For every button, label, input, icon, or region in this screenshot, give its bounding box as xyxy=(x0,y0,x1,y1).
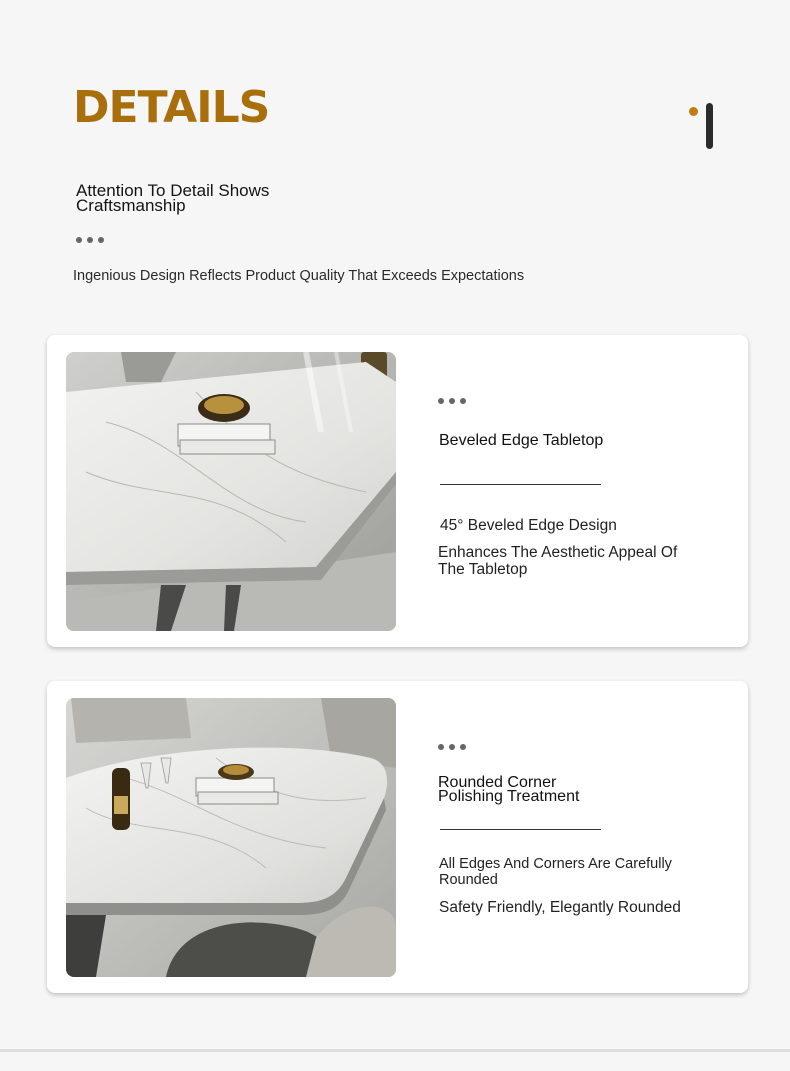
card-feature-line-1: All Edges And Corners Are Carefully xyxy=(439,856,672,872)
ellipsis-dots-icon xyxy=(438,744,466,750)
card-feature-line-2: Rounded xyxy=(439,872,498,888)
card-description-line-2: The Tabletop xyxy=(438,561,528,578)
subtitle-line-1: Attention To Detail Shows xyxy=(76,181,270,200)
feature-card-rounded-corner xyxy=(47,681,748,993)
ellipsis-dots-icon xyxy=(438,398,466,404)
card-title: Beveled Edge Tabletop xyxy=(439,432,604,449)
card-divider xyxy=(440,484,601,485)
subtitle-line-2: Craftsmanship xyxy=(76,196,186,215)
accent-dot-icon xyxy=(689,107,698,116)
rounded-corner-table-photo xyxy=(66,698,396,977)
card-description: Safety Friendly, Elegantly Rounded xyxy=(439,899,681,916)
bottom-divider xyxy=(0,1049,790,1052)
ellipsis-dots-icon xyxy=(76,237,104,243)
card-feature-text xyxy=(439,856,672,888)
card-description xyxy=(438,544,677,578)
card-title-line-2: Polishing Treatment xyxy=(438,788,580,805)
feature-card-beveled-edge xyxy=(47,335,748,647)
card-divider xyxy=(440,829,601,830)
card-title-line-1: Rounded Corner xyxy=(438,774,557,791)
beveled-edge-tabletop-photo xyxy=(66,352,396,631)
decorative-mark xyxy=(689,103,719,151)
card-title xyxy=(438,776,579,804)
tagline: Ingenious Design Reflects Product Quality That Exceeds Expectations xyxy=(73,268,525,284)
accent-bar-icon xyxy=(706,103,713,149)
card-description-line-1: Enhances The Aesthetic Appeal Of xyxy=(438,544,678,561)
card-feature-text: 45° Beveled Edge Design xyxy=(440,517,617,534)
page-subtitle xyxy=(76,183,376,213)
page-title: DETAILS xyxy=(73,82,270,133)
